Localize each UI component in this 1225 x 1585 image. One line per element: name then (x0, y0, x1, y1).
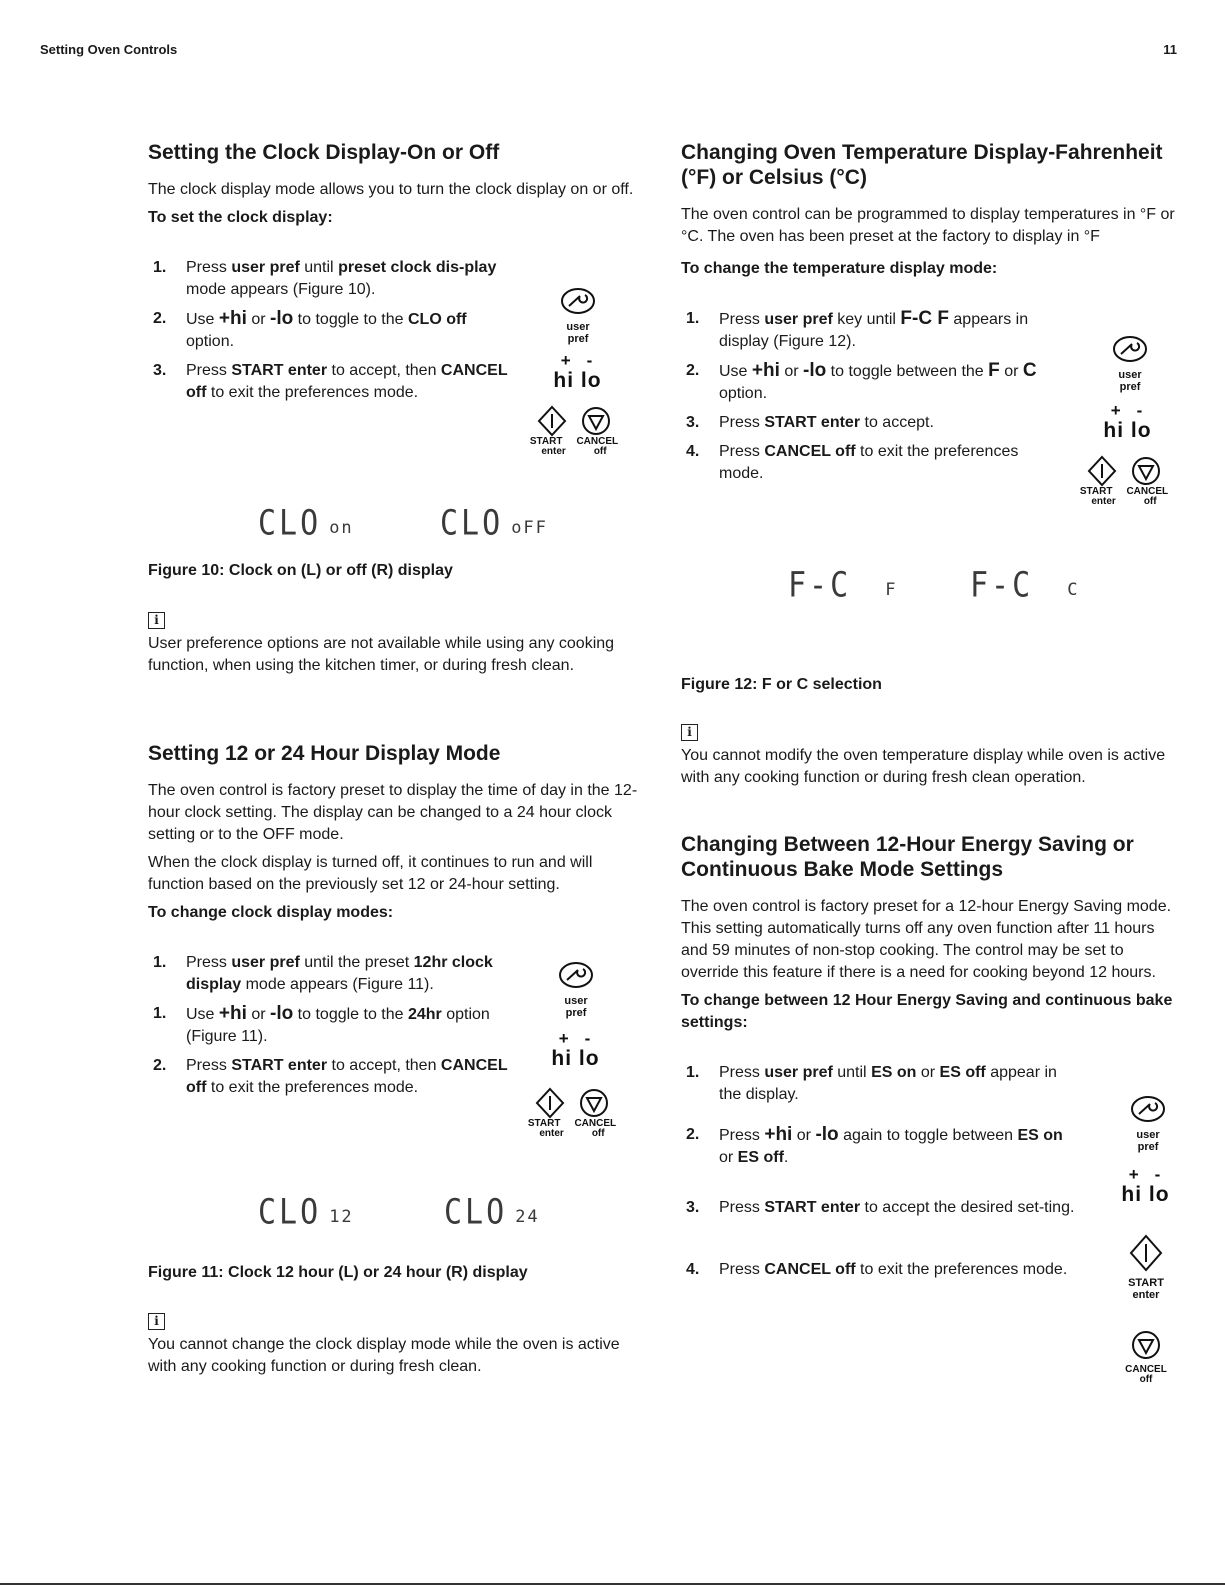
note-text: You cannot change the clock display mode while the oven is active with any cooking function or during fresh clean. (148, 1336, 620, 1375)
hi-lo-keys: +- hi lo (1103, 401, 1159, 442)
lcd-f-selection: F-C F (788, 565, 898, 606)
lead-text: To change clock display modes: (148, 904, 394, 921)
note-text: You cannot modify the oven temperature display while oven is active with any cooking function or during fresh clean operation. (681, 747, 1166, 786)
body-text: When the clock display is turned off, it continues to run and will function based on the previously set 12 or 24-hour setting. (148, 854, 593, 893)
lcd-clock-on: CLO on (258, 503, 354, 544)
step-item: 3. Press START enter to accept, then CANCEL off to exit the preferences mode. (153, 362, 508, 401)
step-item: 3. Press START enter to accept the desired set-ting. (686, 1199, 1075, 1216)
section-header: Setting Oven Controls (40, 42, 178, 57)
note-text: User preference options are not available while using any cooking function, when using the kitchen timer, or during fresh clean. (148, 635, 615, 674)
cancel-key: CANCEL off (1114, 1330, 1178, 1385)
start-diamond-icon (1087, 455, 1117, 487)
wrench-icon (1112, 334, 1148, 364)
step-item: 1. Press user pref until ES on or ES off appear in the display. (686, 1064, 1057, 1103)
user-pref-key: user pref (1118, 1094, 1178, 1153)
start-diamond-icon (1129, 1234, 1163, 1272)
body-text: The oven control is factory preset to display the time of day in the 12-hour clock setting. The display can be changed to a 24 hour clock setting or to the OFF mode. (148, 782, 638, 843)
step-item: 1. Press user pref until preset clock dis-play mode appears (Figure 10). (153, 259, 497, 298)
lead-text: To change the temperature display mode: (681, 260, 998, 277)
step-item: 2. Press START enter to accept, then CANCEL off to exit the preferences mode. (153, 1057, 508, 1096)
intro-text: The clock display mode allows you to turn the clock display on or off. (148, 181, 634, 198)
start-cancel-keys: START CANCEL enter off (522, 1087, 622, 1139)
step-item: 3. Press START enter to accept. (686, 414, 934, 431)
lcd-clock-off: CLO oFF (440, 503, 548, 544)
intro-text: The oven control can be programmed to display temperatures in °F or °C. The oven has been preset at the factory to display in °F (681, 206, 1175, 245)
step-item: 4. Press CANCEL off to exit the preferences mode. (686, 1261, 1068, 1278)
cancel-circle-icon (1131, 1330, 1161, 1360)
start-diamond-icon (537, 405, 567, 437)
start-diamond-icon (535, 1087, 565, 1119)
step-item: 2. Press +hi or -lo again to toggle between ES on or ES off. (686, 1124, 1063, 1166)
step-item: 2. Use +hi or -lo to toggle to the CLO off option. (153, 308, 467, 350)
section-title: Changing Oven Temperature Display-Fahrenheit (°F) or Celsius (°C) (681, 141, 1163, 189)
info-icon: i (148, 612, 165, 629)
info-icon: i (148, 1313, 165, 1330)
section-title: Changing Between 12-Hour Energy Saving or Continuous Bake Mode Settings (681, 833, 1134, 881)
lead-text: To set the clock display: (148, 209, 333, 226)
info-icon: i (681, 724, 698, 741)
section-title: Setting the Clock Display-On or Off (148, 141, 500, 164)
user-pref-key: user pref (548, 286, 608, 345)
lcd-c-selection: F-C C (970, 565, 1080, 606)
energy-saving-section (681, 832, 1181, 1288)
cancel-circle-icon (581, 405, 611, 437)
cancel-circle-icon (1131, 455, 1161, 487)
hi-lo-keys: +- hi lo (1121, 1165, 1177, 1206)
wrench-icon (558, 960, 594, 990)
note-block (681, 724, 1186, 789)
lead-text: To change between 12 Hour Energy Saving and continuous bake settings: (681, 992, 1173, 1031)
step-item: 4. Press CANCEL off to exit the preferences mode. (686, 443, 1019, 482)
note-block (148, 1313, 648, 1378)
page-number: 11 (1163, 42, 1177, 57)
user-pref-key: user pref (546, 960, 606, 1019)
hi-lo-keys: +- hi lo (551, 1029, 607, 1070)
start-key: START enter (1114, 1234, 1178, 1301)
note-block (148, 612, 648, 677)
start-cancel-keys: START CANCEL enter off (1074, 455, 1174, 507)
step-item: 1. Press user pref until the preset 12hr clock display mode appears (Figure 11). (153, 954, 493, 993)
lcd-clock-24: CLO 24 (444, 1192, 540, 1233)
cancel-circle-icon (579, 1087, 609, 1119)
section-title: Setting 12 or 24 Hour Display Mode (148, 742, 501, 765)
intro-text: The oven control is factory preset for a 12-hour Energy Saving mode. This setting automatically turns off any oven function after 11 hours and 59 minutes of non-stop cooking. The control may be set to override this feature if there is a need for cooking beyond 12 hours. (681, 898, 1172, 981)
user-pref-key: user pref (1100, 334, 1160, 393)
wrench-icon (560, 286, 596, 316)
hi-lo-keys: +- hi lo (553, 351, 609, 392)
step-item: 1. Press user pref key until F-C F appears in display (Figure 12). (686, 308, 1029, 350)
figure-12-caption: Figure 12: F or C selection (681, 676, 882, 693)
step-item: 2. Use +hi or -lo to toggle between the F or C option. (686, 360, 1037, 402)
start-cancel-keys: START CANCEL enter off (524, 405, 624, 457)
lcd-clock-12: CLO 12 (258, 1192, 354, 1233)
wrench-icon (1130, 1094, 1166, 1124)
step-item: 1. Use +hi or -lo to toggle to the 24hr option (Figure 11). (153, 1003, 490, 1045)
figure-10-caption: Figure 10: Clock on (L) or off (R) display (148, 562, 453, 579)
figure-11-caption: Figure 11: Clock 12 hour (L) or 24 hour (R) display (148, 1264, 528, 1281)
